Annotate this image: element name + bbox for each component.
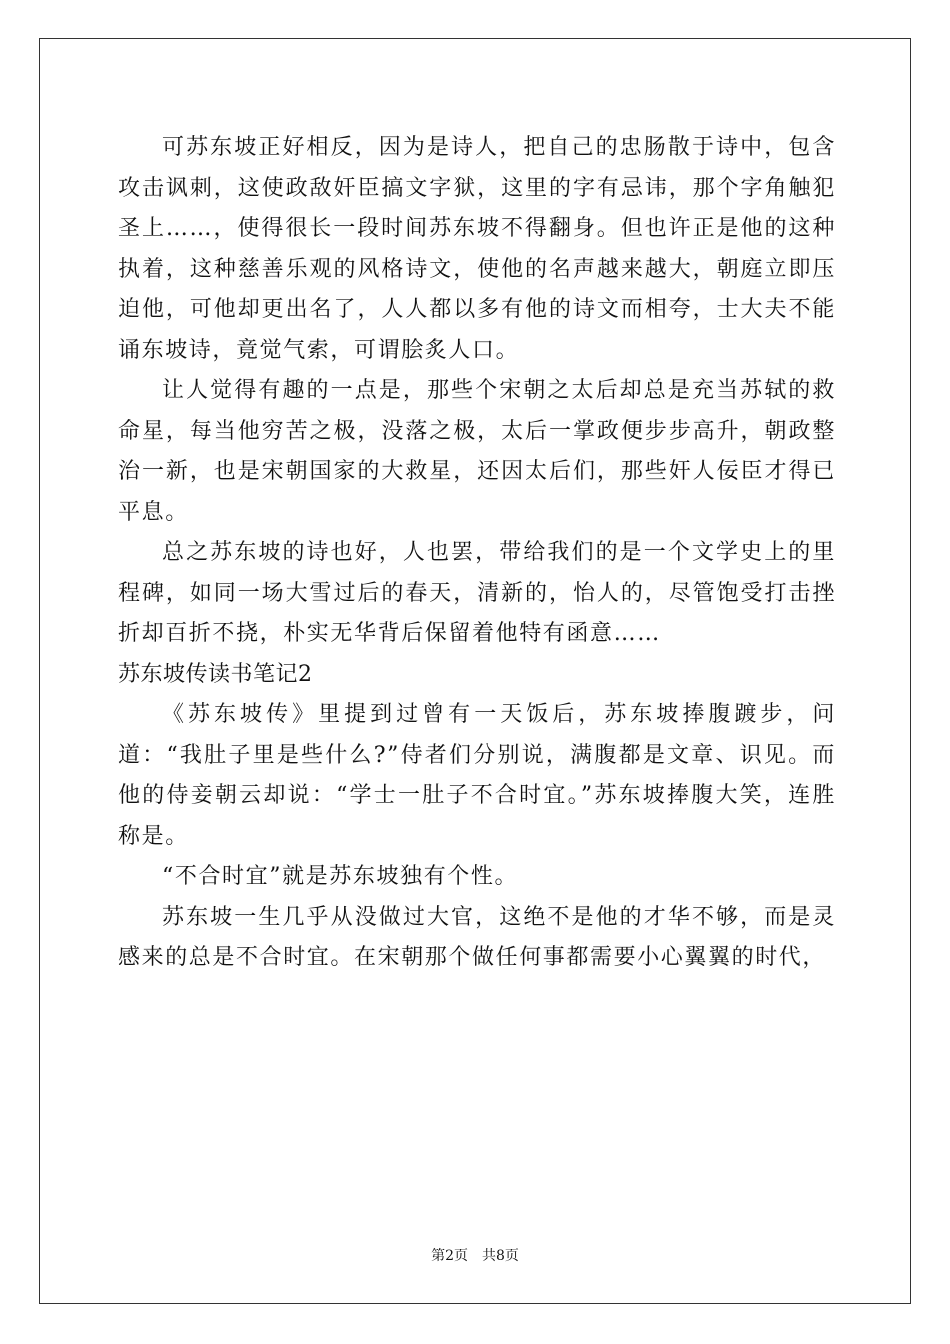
paragraph-5: “不合时宜”就是苏东坡独有个性。 bbox=[162, 864, 519, 889]
document-body bbox=[118, 128, 836, 979]
paragraph-4: 《苏东坡传》里提到过曾有一天饭后，苏东坡捧腹踱步，问道：“我肚子里是些什么?”侍者们分别说，满腹都是文章、识见。而他的侍妾朝云却说：“学士一肚子不合时宜。”苏东坡捧腹大笑，连胜称是。 bbox=[118, 702, 836, 849]
page-number-total: 共8页 bbox=[482, 1248, 519, 1264]
paragraph-3: 总之苏东坡的诗也好，人也罢，带给我们的是一个文学史上的里程碑，如同一场大雪过后的春天，清新的，怡人的，尽管饱受打击挫折却百折不挠，朴实无华背后保留着他特有函意…… bbox=[118, 540, 836, 646]
page-footer bbox=[0, 1245, 950, 1265]
page-number-current: 第2页 bbox=[431, 1248, 468, 1264]
paragraph-1: 可苏东坡正好相反，因为是诗人，把自己的忠肠散于诗中，包含攻击讽刺，这使政敌奸臣搞文字狱，这里的字有忌讳，那个字角触犯圣上……，使得很长一段时间苏东坡不得翻身。但也许正是他的这种执着，这种慈善乐观的风格诗文，使他的名声越来越大，朝庭立即压迫他，可他却更出名了，人人都以多有他的诗文而相夸，士大夫不能诵东坡诗，竟觉气索，可谓脍炙人口。 bbox=[118, 135, 836, 363]
paragraph-6: 苏东坡一生几乎从没做过大官，这绝不是他的才华不够，而是灵感来的总是不合时宜。在宋朝那个做任何事都需要小心翼翼的时代， bbox=[118, 904, 836, 970]
paragraph-2: 让人觉得有趣的一点是，那些个宋朝之太后却总是充当苏轼的救命星，每当他穷苦之极，没落之极，太后一掌政便步步高升，朝政整治一新，也是宋朝国家的大救星，还因太后们，那些奸人佞臣才得已平息。 bbox=[118, 378, 836, 525]
section-heading: 苏东坡传读书笔记2 bbox=[118, 661, 313, 687]
